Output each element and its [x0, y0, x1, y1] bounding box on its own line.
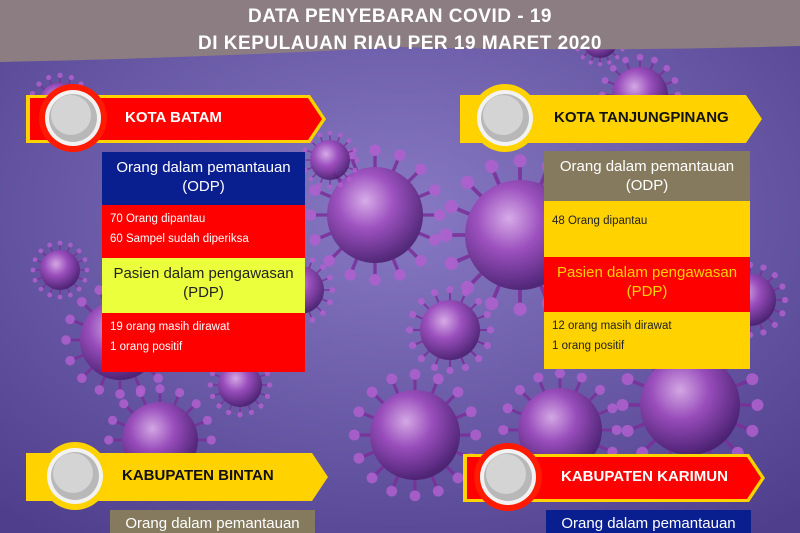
pdp-row: 19 orang masih dirawat [110, 321, 230, 333]
odp-row: 48 Orang dipantau [552, 215, 648, 227]
region-name: KABUPATEN KARIMUN [561, 468, 728, 485]
banner-kota-batam [18, 93, 328, 145]
pdp-details [102, 313, 305, 372]
pdp-abbrev: (PDP) [183, 284, 224, 301]
panel-kabupaten-bintan [110, 510, 315, 533]
header [0, 0, 800, 62]
odp-details [102, 205, 305, 258]
header-title-line2: DI KEPULAUAN RIAU PER 19 MARET 2020 [198, 33, 602, 54]
odp-header [102, 152, 305, 205]
odp-title: Orang dalam pemantauan [561, 515, 736, 532]
pdp-row: 1 orang positif [552, 340, 625, 352]
pdp-header [544, 257, 750, 312]
header-title-line1: DATA PENYEBARAN COVID - 19 [247, 6, 552, 27]
odp-row: 70 Orang dipantau [110, 213, 206, 225]
circle-badge-icon [473, 442, 543, 512]
odp-details [544, 201, 750, 257]
odp-row: 60 Sampel sudah diperiksa [110, 233, 249, 245]
pdp-row: 1 orang positif [110, 341, 183, 353]
panel-kabupaten-karimun [546, 510, 751, 533]
pdp-abbrev: (PDP) [626, 283, 668, 300]
odp-header [544, 151, 750, 201]
pdp-row: 12 orang masih dirawat [552, 320, 672, 332]
circle-badge-icon [38, 83, 108, 153]
virus-particle-icon [31, 241, 90, 300]
odp-abbrev: (ODP) [182, 178, 225, 195]
panel-kota-batam [102, 152, 305, 372]
odp-title: Orang dalam pemantauan [125, 515, 300, 532]
odp-title: Orang dalam pemantauan [559, 158, 735, 175]
odp-abbrev: (ODP) [625, 177, 669, 194]
pdp-title: Pasien dalam pengawasan [113, 265, 294, 282]
banner-kabupaten-bintan [18, 451, 330, 503]
region-name: KOTA TANJUNGPINANG [554, 109, 729, 126]
panel-kota-tanjungpinang [544, 151, 750, 369]
pdp-header [102, 258, 305, 313]
region-name: KABUPATEN BINTAN [122, 467, 274, 484]
circle-badge-icon [470, 83, 540, 153]
pdp-title: Pasien dalam pengawasan [556, 264, 738, 281]
region-name: KOTA BATAM [125, 109, 222, 126]
pdp-details [544, 312, 750, 369]
banner-kota-tanjungpinang [452, 93, 764, 145]
virus-particle-icon [406, 286, 494, 374]
banner-kabupaten-karimun [455, 452, 767, 504]
circle-badge-icon [40, 441, 110, 511]
odp-title: Orang dalam pemantauan [116, 159, 291, 176]
